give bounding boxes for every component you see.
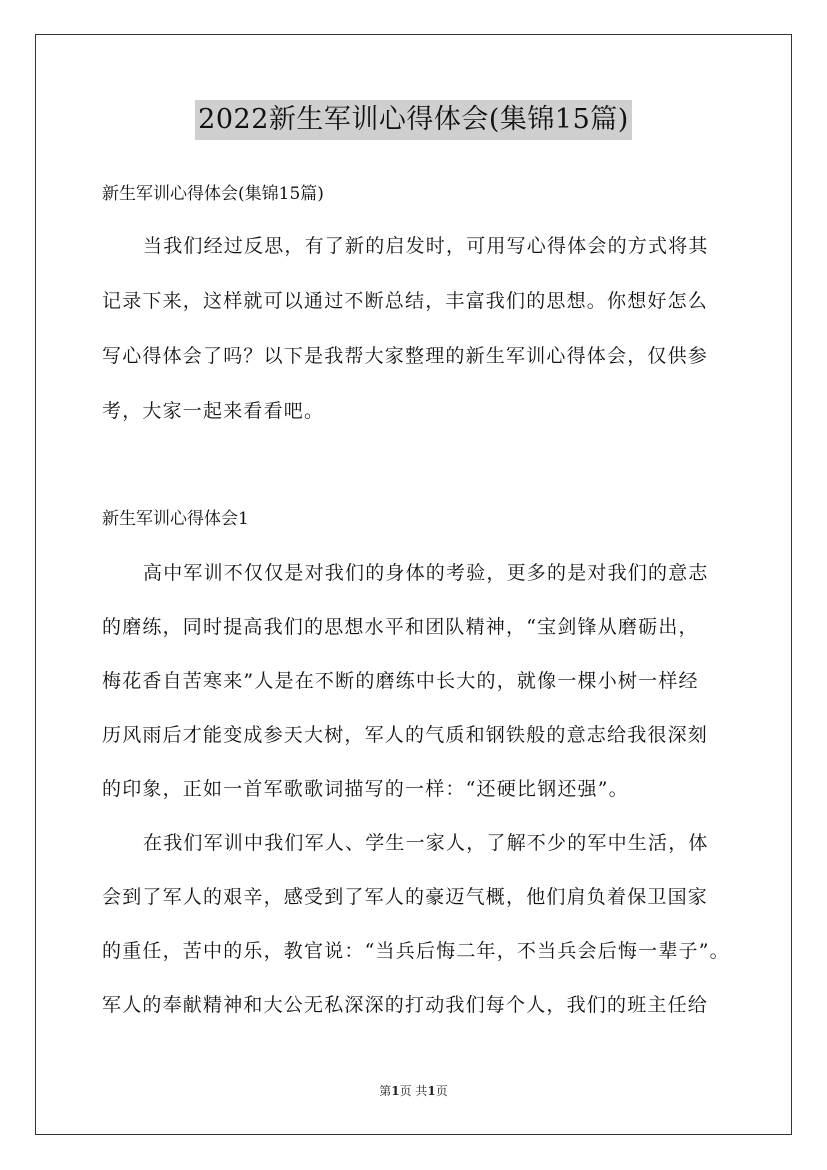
paragraph2-line-3: 的重任，苦中的乐，教官说：“当兵后悔二年，不当兵会后悔一辈子”。 [102,940,730,962]
title-wrap [0,100,827,140]
intro-line-4: 考，大家一起来看看吧。 [102,400,325,422]
intro-line-2: 记录下来，这样就可以通过不断总结，丰富我们的思想。你想好怎么 [102,290,709,312]
paragraph1-line-2: 的磨练，同时提高我们的思想水平和团队精神，“宝剑锋从磨砺出， [102,616,699,638]
paragraph2-line-4: 军人的奉献精神和大公无私深深的打动我们每个人，我们的班主任给 [102,994,709,1016]
paragraph2-line-2: 会到了军人的艰辛，感受到了军人的豪迈气概，他们肩负着保卫国家 [102,886,709,908]
footer-page-total: 1 [427,1084,436,1098]
paragraph1-line-1: 高中军训不仅仅是对我们的身体的考验，更多的是对我们的意志 [143,562,709,584]
footer-page-current: 1 [391,1084,400,1098]
section-heading-1: 新生军训心得体会1 [102,509,249,529]
document-title: 2022新生军训心得体会(集锦15篇) [195,100,632,140]
paragraph1-line-3: 梅花香自苦寒来”人是在不断的磨练中长大的，就像一棵小树一样经 [102,670,699,692]
paragraph2-line-1: 在我们军训中我们军人、学生一家人，了解不少的军中生活，体 [143,832,709,854]
document-subtitle: 新生军训心得体会(集锦15篇) [102,184,324,204]
footer-page-mid: 页 共 [399,1084,428,1098]
intro-line-1: 当我们经过反思，有了新的启发时，可用写心得体会的方式将其 [143,235,709,257]
intro-line-3: 写心得体会了吗？以下是我帮大家整理的新生军训心得体会，仅供参 [102,345,709,367]
footer-page-suffix: 页 [435,1084,448,1098]
page-footer [0,1082,827,1100]
footer-page-prefix: 第 [379,1084,392,1098]
paragraph1-line-5: 的印象，正如一首军歌歌词描写的一样：“还硬比钢还强”。 [102,778,629,800]
paragraph1-line-4: 历风雨后才能变成参天大树，军人的气质和钢铁般的意志给我很深刻 [102,724,709,746]
